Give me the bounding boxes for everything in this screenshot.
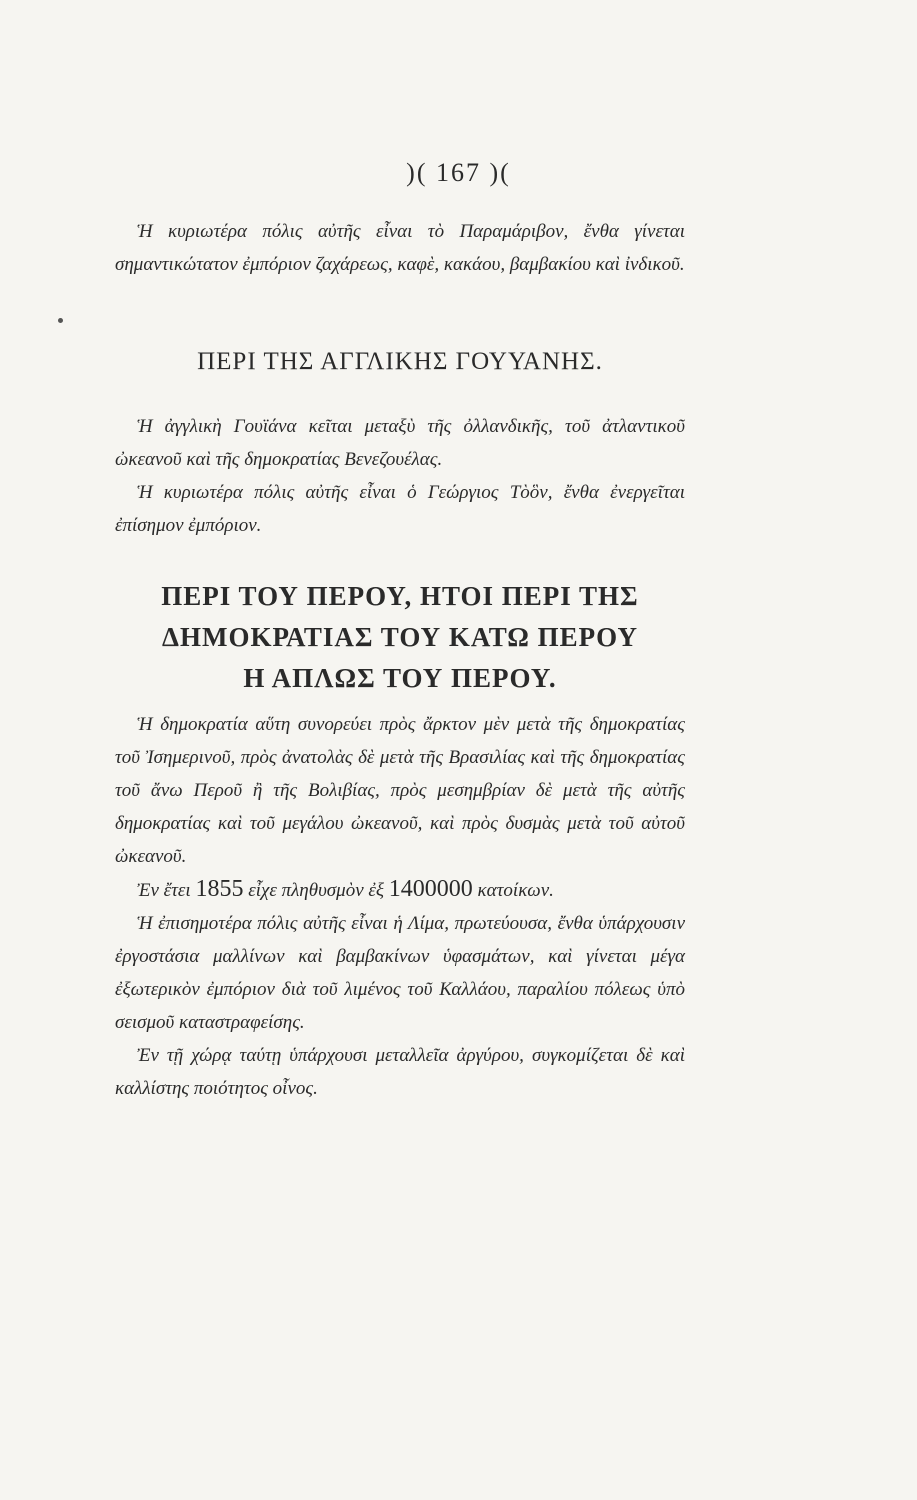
section-english-guiana	[115, 348, 685, 376]
page-number: )( 167 )(	[406, 158, 511, 187]
paragraph-georgetown: Ἡ κυριωτέρα πόλις αὐτῆς εἶναι ὁ Γεώργιος Τὸὃν, ἔνθα ἐνεργεῖται ἐπίσημον ἐμπόριον.	[115, 482, 685, 536]
population-year: 1855	[195, 876, 244, 902]
section-english-guiana-body	[115, 410, 685, 542]
paragraph-mines-wine: Ἐν τῇ χώρᾳ ταύτῃ ὑπάρχουσι μεταλλεῖα ἀργύρου, συγκομίζεται δὲ καὶ καλλίστης ποιότητος οἶνος.	[115, 1045, 685, 1099]
para-paramaribo-block	[115, 215, 685, 281]
population-count: 1400000	[388, 876, 473, 902]
paragraph-peru-population	[115, 873, 685, 907]
heading-peru-line-3: Η ΑΠΛΩΣ ΤΟΥ ΠΕΡΟΥ.	[243, 663, 557, 693]
population-text-mid: εἶχε πληθυσμὸν ἐξ	[248, 880, 385, 901]
heading-peru-line-1: ΠΕΡΙ ΤΟΥ ΠΕΡΟΥ, ΗΤΟΙ ΠΕΡΙ ΤΗΣ	[161, 581, 639, 611]
heading-peru-line-2: ΔΗΜΟΚΡΑΤΙΑΣ ΤΟΥ ΚΑΤΩ ΠΕΡΟΥ	[162, 622, 638, 652]
population-text-post: κατοίκων.	[477, 880, 554, 901]
section-peru-heading	[115, 576, 685, 699]
paragraph-lima: Ἡ ἐπισημοτέρα πόλις αὐτῆς εἶναι ἡ Λίμα, πρωτεύουσα, ἔνθα ὑπάρχουσιν ἐργοστάσια μαλλίνων καὶ βαμβακίνων ὑφασμάτων, καὶ γίνεται μέγα ἐξωτερικὸν ἐμπόριον διὰ τοῦ λιμένος τοῦ Καλλάου, παραλίου πόλεως ὑπὸ σεισμοῦ καταστραφείσης.	[115, 913, 685, 1033]
ink-speck	[58, 318, 63, 323]
paragraph-peru-borders: Ἡ δημοκρατία αὕτη συνορεύει πρὸς ἄρκτον μὲν μετὰ τῆς δημοκρατίας τοῦ Ἰσημερινοῦ, πρὸς ἀνατολὰς δὲ μετὰ τῆς Βρασιλίας καὶ τῆς δημοκρατίας τοῦ ἄνω Περοῦ ἢ τῆς Βολιβίας, πρὸς μεσημβρίαν δὲ μετὰ τῆς αὐτῆς δημοκρατίας καὶ τοῦ μεγάλου ὠκεανοῦ, καὶ πρὸς δυσμὰς μετὰ τοῦ αὐτοῦ ὠκεανοῦ.	[115, 714, 685, 867]
paragraph-paramaribo: Ἡ κυριωτέρα πόλις αὐτῆς εἶναι τὸ Παραμάριβον, ἔνθα γίνεται σημαντικώτατον ἐμπόριον ζαχάρεως, καφὲ, κακάου, βαμβακίου καὶ ἰνδικοῦ.	[115, 221, 685, 275]
paragraph-english-guiana-borders: Ἡ ἀγγλικὴ Γουϊάνα κεῖται μεταξὺ τῆς ὀλλανδικῆς, τοῦ ἀτλαντικοῦ ὠκεανοῦ καὶ τῆς δημοκρατίας Βενεζουέλας.	[115, 416, 685, 470]
heading-english-guiana: ΠΕΡΙ ΤΗΣ ΑΓΓΛΙΚΗΣ ΓΟΥΥΑΝΗΣ.	[197, 348, 603, 375]
population-text-pre: Ἐν ἔτει	[137, 880, 191, 901]
section-peru-body	[115, 708, 685, 1105]
